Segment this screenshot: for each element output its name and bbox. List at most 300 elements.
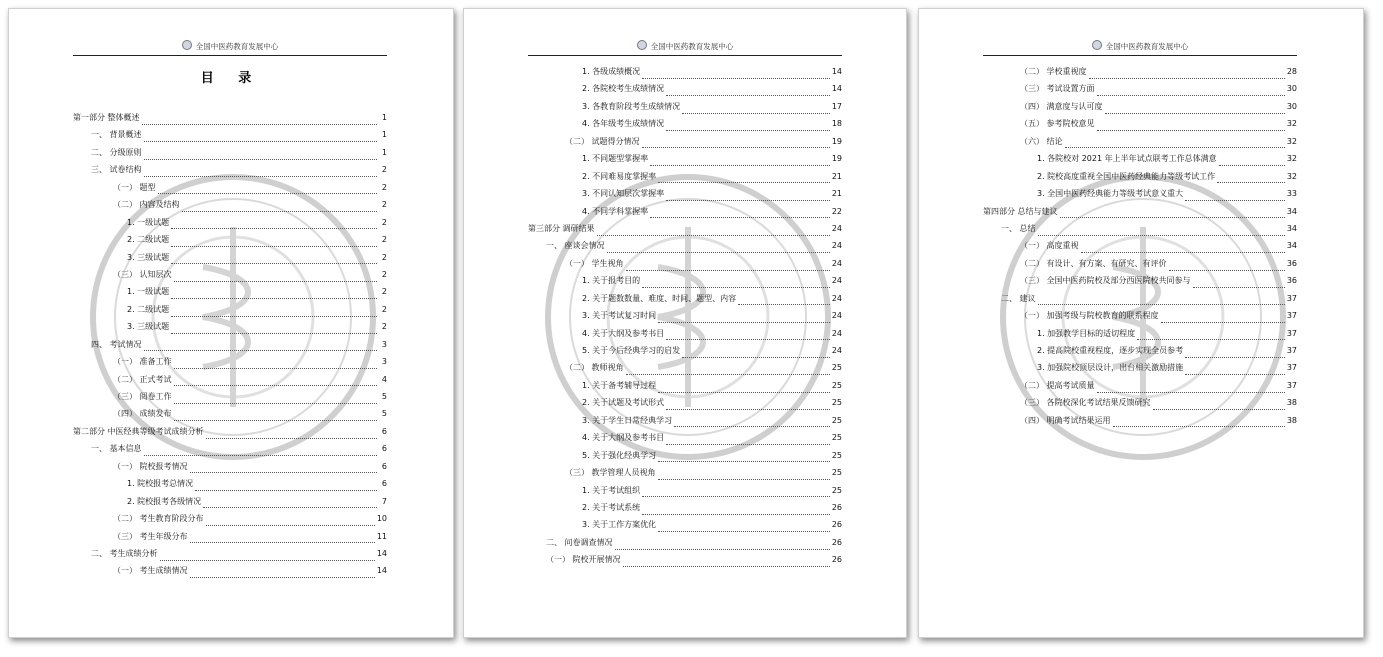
toc-entry[interactable]	[528, 188, 842, 205]
toc-entry-title: 4. 关于大纲及参考书目	[582, 328, 665, 338]
toc-page-number: 37	[1286, 380, 1297, 390]
toc-entry[interactable]	[528, 83, 842, 100]
toc-entry[interactable]	[528, 310, 842, 327]
toc-entry[interactable]	[528, 101, 842, 118]
toc-page-number: 25	[831, 415, 842, 425]
toc-entry[interactable]	[528, 136, 842, 153]
toc-page-number: 34	[1286, 241, 1297, 251]
toc-page-number: 37	[1286, 311, 1297, 321]
toc-leader-dots	[597, 234, 830, 236]
toc-page-number: 34	[1286, 223, 1297, 233]
toc-entry[interactable]	[73, 199, 387, 216]
toc-leader-dots	[144, 175, 377, 177]
toc-entry[interactable]	[73, 461, 387, 478]
toc-leader-dots	[158, 192, 377, 194]
toc-leader-dots	[1065, 146, 1285, 148]
toc-leader-dots	[682, 112, 830, 114]
toc-entry-title: 四、 考试情况	[91, 339, 142, 349]
toc-leader-dots	[666, 199, 830, 201]
toc-page-number: 34	[1286, 206, 1297, 216]
toc-entry[interactable]	[528, 380, 842, 397]
toc-page-number: 4	[381, 374, 387, 384]
toc-entry-title: 2. 各院校考生成绩情况	[582, 84, 665, 94]
toc-entry[interactable]	[73, 513, 387, 530]
toc-entry[interactable]	[528, 240, 842, 257]
toc-entry-title: 5. 关于强化经典学习	[582, 450, 657, 460]
toc-leader-dots	[1217, 181, 1285, 183]
toc-leader-dots	[738, 303, 830, 305]
toc-entry[interactable]	[73, 321, 387, 338]
toc-entry-title: 3. 各教育阶段考生成绩情况	[582, 101, 681, 111]
toc-entry[interactable]	[73, 286, 387, 303]
toc-entry-title: 一、 总结	[1001, 223, 1036, 233]
toc-page-number: 26	[831, 537, 842, 547]
toc-entry-title: 1. 各级成绩概况	[582, 67, 641, 76]
toc-leader-dots	[171, 297, 377, 299]
toc-page-number: 25	[831, 398, 842, 408]
toc-entry[interactable]	[528, 397, 842, 414]
toc-entry[interactable]	[983, 206, 1297, 223]
toc-leader-dots	[171, 245, 377, 247]
toc-entry-title: 3. 加强院校顶层设计，出台相关激励措施	[1037, 363, 1184, 373]
toc-page-number: 24	[831, 258, 842, 268]
toc-page-number: 21	[831, 189, 842, 199]
toc-page-number: 36	[1286, 258, 1297, 268]
toc-entry[interactable]	[983, 345, 1297, 362]
toc-leader-dots	[1038, 303, 1285, 305]
toc-leader-dots	[171, 332, 377, 334]
toc-entry[interactable]	[73, 112, 387, 129]
toc-leader-dots	[1161, 321, 1285, 323]
toc-page-number: 38	[1286, 415, 1297, 425]
toc-entry[interactable]	[73, 565, 387, 582]
toc-entry-title: （一） 题型	[113, 182, 156, 192]
toc-leader-dots	[171, 227, 377, 229]
toc-page-number: 17	[831, 101, 842, 111]
toc-page-number: 37	[1286, 346, 1297, 355]
toc-page-number: 37	[1286, 363, 1297, 373]
toc-entry-title: （四） 满意度与认可度	[1020, 101, 1103, 111]
toc-leader-dots	[666, 129, 830, 131]
toc-page-number: 33	[1286, 189, 1297, 199]
toc-leader-dots	[1081, 251, 1285, 253]
toc-page-number: 3	[381, 339, 387, 349]
toc-leader-dots	[1219, 164, 1285, 166]
toc-page-number: 24	[831, 311, 842, 321]
toc-leader-dots	[171, 315, 377, 317]
toc-entry-title: 2. 提高院校重视程度，逐步实现全员参考	[1037, 346, 1184, 355]
toc-entry-title: 一、 背景概述	[91, 130, 142, 140]
toc-leader-dots	[190, 541, 375, 543]
logo-icon	[637, 40, 647, 50]
toc-leader-dots	[666, 443, 830, 445]
toc-leader-dots	[174, 419, 377, 421]
toc-entry[interactable]	[73, 496, 387, 513]
toc-entry[interactable]	[528, 345, 842, 362]
toc-entry-title: 5. 关于今后经典学习的启发	[582, 346, 681, 355]
toc-entry-title: 1. 加强教学目标的适切程度	[1037, 328, 1136, 338]
toc-entry[interactable]	[73, 217, 387, 234]
toc-entry[interactable]	[528, 554, 842, 571]
toc-leader-dots	[658, 530, 830, 532]
toc-page-number: 2	[381, 200, 387, 210]
toc-entry[interactable]	[73, 374, 387, 391]
toc-page-number: 25	[831, 433, 842, 443]
toc-entry-title: 2. 院校报考各级情况	[127, 496, 202, 506]
toc-page-number: 24	[831, 346, 842, 355]
toc-entry[interactable]	[528, 153, 842, 170]
toc-entry[interactable]	[983, 66, 1297, 83]
toc-entry-title: 2. 二级试题	[127, 304, 170, 314]
toc-entry[interactable]	[983, 171, 1297, 188]
toc-page-number: 22	[831, 206, 842, 216]
toc-entry[interactable]	[73, 356, 387, 373]
toc-entry-title: （二） 正式考试	[113, 374, 172, 384]
toc-leader-dots	[658, 391, 830, 393]
toc-entry[interactable]	[983, 258, 1297, 275]
toc-leader-dots	[144, 349, 377, 351]
toc-leader-dots	[203, 506, 377, 508]
toc-entry[interactable]	[528, 118, 842, 135]
toc-entry-title: 第四部分 总结与建议	[983, 206, 1058, 216]
toc-entry-title: 2. 不同难易度掌握率	[582, 171, 657, 181]
toc-entry-title: （一） 准备工作	[113, 357, 172, 367]
toc-leader-dots	[658, 478, 830, 480]
toc-entry[interactable]	[528, 258, 842, 275]
toc-entry[interactable]	[983, 136, 1297, 153]
toc-leader-dots	[642, 146, 830, 148]
toc-leader-dots	[171, 262, 377, 264]
toc-page-number: 25	[831, 450, 842, 460]
toc-page-number: 6	[381, 444, 387, 454]
toc-entry-title: 1. 一级试题	[127, 287, 170, 297]
toc-entry-title: 二、 建议	[1001, 293, 1036, 303]
toc-entry[interactable]	[73, 234, 387, 251]
document-page-3	[918, 8, 1364, 638]
toc-entry[interactable]	[73, 252, 387, 269]
toc-entry[interactable]	[528, 206, 842, 223]
toc-title: 目 录	[200, 71, 262, 86]
toc-entry[interactable]	[983, 118, 1297, 135]
toc-entry[interactable]	[528, 537, 842, 554]
toc-leader-dots	[190, 576, 375, 578]
toc-entry-title: （二） 教师视角	[565, 363, 624, 373]
toc-leader-dots	[607, 251, 830, 253]
toc-entry-title: （二） 试题得分情况	[565, 136, 640, 146]
toc-entry-title: （六） 结论	[1020, 136, 1063, 146]
toc-entry-title: 1. 各院校对 2021 年上半年试点联考工作总体满意	[1037, 154, 1217, 164]
toc-entry-title: （二） 考生教育阶段分布	[113, 514, 204, 524]
toc-entry[interactable]	[73, 147, 387, 164]
toc-page-number: 2	[381, 322, 387, 332]
toc-leader-dots	[650, 164, 830, 166]
toc-entry-title: （四） 成绩发布	[113, 409, 172, 419]
toc-entry-title: 3. 三级试题	[127, 252, 170, 262]
toc-leader-dots	[144, 454, 377, 456]
toc-leader-dots	[615, 548, 830, 550]
toc-entry-title: 1. 关于报考目的	[582, 276, 641, 286]
toc-entry[interactable]	[983, 188, 1297, 205]
toc-entry-title: 4. 不同学科掌握率	[582, 206, 649, 216]
toc-leader-dots	[174, 367, 377, 369]
toc-entry-title: 一、 基本信息	[91, 444, 142, 454]
toc-entry[interactable]	[528, 432, 842, 449]
toc-entry[interactable]	[983, 293, 1297, 310]
toc-entry[interactable]	[983, 328, 1297, 345]
toc-entry[interactable]	[528, 275, 842, 292]
toc-page-number: 32	[1286, 119, 1297, 129]
toc-leader-dots	[1097, 391, 1285, 393]
toc-entry[interactable]	[73, 164, 387, 181]
toc-page-number: 2	[381, 235, 387, 245]
toc-entry[interactable]	[73, 304, 387, 321]
toc-leader-dots	[1169, 269, 1285, 271]
toc-leader-dots	[666, 94, 830, 96]
toc-entry[interactable]	[73, 478, 387, 495]
toc-page-number: 18	[831, 119, 842, 129]
toc-page-number: 11	[376, 531, 387, 541]
toc-entry-title: （三） 教学管理人员视角	[565, 468, 656, 478]
toc-entry-title: （三） 阅卷工作	[113, 392, 172, 401]
toc-entry-title: 4. 关于大纲及参考书目	[582, 433, 665, 443]
toc-entry[interactable]	[983, 240, 1297, 257]
toc-entry-title: 3. 三级试题	[127, 322, 170, 332]
toc-leader-dots	[144, 140, 377, 142]
toc-entry[interactable]	[983, 223, 1297, 240]
toc-leader-dots	[666, 338, 830, 340]
toc-entry[interactable]	[73, 443, 387, 460]
toc-entry-title: 2. 院校高度重视全国中医药经典能力等级考试工作	[1037, 171, 1216, 181]
toc-leader-dots	[1185, 373, 1285, 375]
toc-entry[interactable]	[983, 101, 1297, 118]
toc-leader-dots	[1105, 112, 1285, 114]
toc-list	[528, 66, 842, 572]
toc-page-number: 32	[1286, 171, 1297, 181]
toc-entry[interactable]	[528, 293, 842, 310]
toc-leader-dots	[674, 425, 830, 427]
toc-entry-title: （五） 参考院校意见	[1020, 119, 1095, 129]
toc-entry-title: （二） 有设计、有方案、有研究、有评价	[1020, 258, 1167, 268]
toc-leader-dots	[206, 524, 375, 526]
toc-leader-dots	[642, 495, 830, 497]
toc-entry[interactable]	[983, 83, 1297, 100]
toc-entry-title: （一） 学生视角	[565, 258, 624, 268]
toc-page-number: 2	[381, 269, 387, 279]
toc-page-number: 19	[831, 136, 842, 146]
toc-page-number: 2	[381, 287, 387, 297]
toc-entry[interactable]	[73, 129, 387, 146]
toc-entry-title: 1. 院校报考总情况	[127, 479, 194, 489]
toc-page-number: 2	[381, 252, 387, 262]
toc-entry-title: （三） 考试设置方面	[1020, 84, 1095, 94]
toc-leader-dots	[144, 158, 377, 160]
toc-entry-title: 2. 关于试题及考试形式	[582, 398, 665, 408]
toc-page-number: 6	[381, 426, 387, 436]
toc-leader-dots	[650, 216, 830, 218]
toc-entry-title: 第三部分 调研结果	[528, 223, 595, 233]
toc-page-number: 32	[1286, 154, 1297, 164]
toc-leader-dots	[160, 559, 375, 561]
toc-entry[interactable]	[528, 223, 842, 240]
toc-leader-dots	[1097, 129, 1285, 131]
toc-entry[interactable]	[983, 275, 1297, 292]
toc-page-number: 38	[1286, 398, 1297, 408]
toc-entry-title: （三） 全国中医药院校及部分西医院校共同参与	[1020, 276, 1191, 286]
toc-entry[interactable]	[983, 362, 1297, 379]
logo-icon	[1092, 40, 1102, 50]
toc-leader-dots	[1097, 94, 1285, 96]
toc-page-number: 1	[381, 130, 387, 140]
toc-entry[interactable]	[528, 171, 842, 188]
toc-leader-dots	[1185, 356, 1285, 358]
toc-page-number: 2	[381, 304, 387, 314]
toc-leader-dots	[642, 77, 830, 79]
toc-page-number: 24	[831, 293, 842, 303]
toc-leader-dots	[1185, 199, 1285, 201]
toc-entry[interactable]	[73, 182, 387, 199]
toc-page-number: 1	[381, 147, 387, 157]
toc-entry[interactable]	[528, 66, 842, 83]
toc-entry-title: （一） 考生成绩情况	[113, 566, 188, 576]
toc-leader-dots	[174, 280, 377, 282]
toc-entry-title: 2. 关于考试系统	[582, 502, 641, 512]
toc-entry-title: 二、 问卷调查情况	[546, 537, 613, 547]
toc-page-number: 25	[831, 380, 842, 390]
toc-leader-dots	[1153, 408, 1285, 410]
toc-entry[interactable]	[528, 502, 842, 519]
toc-entry[interactable]	[73, 391, 387, 408]
toc-entry[interactable]	[73, 548, 387, 565]
toc-entry-title: 2. 二级试题	[127, 235, 170, 245]
toc-list	[983, 66, 1297, 432]
toc-entry-title: （三） 各院校深化考试结果反馈研究	[1020, 398, 1151, 408]
toc-page-number: 26	[831, 520, 842, 530]
toc-leader-dots	[142, 123, 377, 125]
toc-entry[interactable]	[528, 467, 842, 484]
toc-entry-title: （三） 认知层次	[113, 269, 172, 279]
toc-page-number: 24	[831, 223, 842, 233]
toc-page-number: 30	[1286, 101, 1297, 111]
toc-page-number: 24	[831, 328, 842, 338]
toc-entry[interactable]	[73, 426, 387, 443]
toc-entry[interactable]	[983, 415, 1297, 432]
toc-page-number: 37	[1286, 328, 1297, 338]
toc-entry-title: 二、 考生成绩分析	[91, 548, 158, 558]
toc-entry-title: （一） 高度重视	[1020, 241, 1079, 251]
toc-entry[interactable]	[528, 362, 842, 379]
toc-page-number: 6	[381, 479, 387, 489]
toc-page-number: 21	[831, 171, 842, 181]
toc-leader-dots	[1038, 234, 1285, 236]
toc-page-number: 7	[381, 496, 387, 506]
toc-entry-title: （一） 加强考级与院校教育的联系程度	[1020, 311, 1159, 321]
toc-leader-dots	[1060, 216, 1285, 218]
document-page-2	[463, 8, 907, 638]
toc-entry[interactable]	[528, 485, 842, 502]
toc-entry-title: 3. 不同认知层次掌握率	[582, 189, 665, 199]
page-header: 全国中医药教育发展中心	[528, 40, 842, 56]
toc-entry[interactable]	[73, 339, 387, 356]
toc-entry-title: 1. 不同题型掌握率	[582, 154, 649, 164]
toc-page-number: 28	[1286, 67, 1297, 76]
toc-leader-dots	[623, 565, 830, 567]
toc-entry-title: （四） 明确考试结果运用	[1020, 415, 1111, 425]
toc-entry[interactable]	[528, 415, 842, 432]
toc-entry[interactable]	[983, 310, 1297, 327]
toc-entry[interactable]	[73, 269, 387, 286]
toc-leader-dots	[658, 460, 830, 462]
toc-entry[interactable]	[983, 153, 1297, 170]
toc-page-number: 5	[381, 409, 387, 419]
toc-page-number: 25	[831, 485, 842, 495]
toc-leader-dots	[174, 402, 377, 404]
toc-page-number: 30	[1286, 84, 1297, 94]
toc-entry-title: 一、 座谈会情况	[546, 241, 605, 251]
toc-entry[interactable]	[528, 519, 842, 536]
toc-leader-dots	[666, 408, 830, 410]
toc-leader-dots	[658, 181, 830, 183]
toc-entry-title: （二） 提高考试质量	[1020, 380, 1095, 390]
toc-entry-title: 二、 分级原则	[91, 147, 142, 157]
toc-entry[interactable]	[73, 531, 387, 548]
toc-page-number: 24	[831, 276, 842, 286]
toc-page-number: 37	[1286, 293, 1297, 303]
toc-leader-dots	[642, 286, 830, 288]
toc-entry[interactable]	[983, 380, 1297, 397]
toc-page-number: 5	[381, 392, 387, 401]
toc-leader-dots	[682, 356, 830, 358]
toc-page-number: 10	[376, 514, 387, 524]
toc-leader-dots	[626, 269, 830, 271]
toc-leader-dots	[1089, 77, 1285, 79]
toc-entry-title: 三、 试卷结构	[91, 165, 142, 175]
toc-leader-dots	[1193, 286, 1285, 288]
toc-leader-dots	[658, 321, 830, 323]
toc-entry[interactable]	[73, 408, 387, 425]
toc-entry-title: 第二部分 中医经典等级考试成绩分析	[73, 426, 204, 436]
toc-page-number: 36	[1286, 276, 1297, 286]
toc-leader-dots	[1137, 338, 1285, 340]
toc-page-number: 3	[381, 357, 387, 367]
toc-page-number: 2	[381, 165, 387, 175]
toc-leader-dots	[195, 489, 377, 491]
toc-page-number: 2	[381, 182, 387, 192]
toc-entry-title: 3. 全国中医药经典能力等级考试意义重大	[1037, 189, 1184, 199]
toc-entry[interactable]	[528, 450, 842, 467]
toc-leader-dots	[190, 471, 377, 473]
toc-page-number: 14	[376, 566, 387, 576]
toc-entry-title: （三） 考生年级分布	[113, 531, 188, 541]
toc-entry-title: 1. 一级试题	[127, 217, 170, 227]
toc-page-number: 26	[831, 502, 842, 512]
toc-leader-dots	[626, 373, 830, 375]
toc-page-number: 25	[831, 363, 842, 373]
toc-entry[interactable]	[528, 328, 842, 345]
toc-entry-title: 3. 关于工作方案优化	[582, 520, 657, 530]
toc-entry-title: 2. 关于题数数量、难度、时间、题型、内容	[582, 293, 737, 303]
toc-page-number: 14	[831, 84, 842, 94]
toc-page-number: 26	[831, 555, 842, 565]
toc-page-number: 1	[381, 113, 387, 122]
toc-entry-title: 3. 关于考试复习时间	[582, 311, 657, 321]
toc-entry-title: （二） 内容及结构	[113, 200, 180, 210]
toc-page-number: 32	[1286, 136, 1297, 146]
toc-page-number: 25	[831, 468, 842, 478]
toc-page-number: 14	[831, 67, 842, 76]
toc-list	[73, 112, 387, 583]
toc-page-number: 14	[376, 548, 387, 558]
toc-entry[interactable]	[983, 397, 1297, 414]
